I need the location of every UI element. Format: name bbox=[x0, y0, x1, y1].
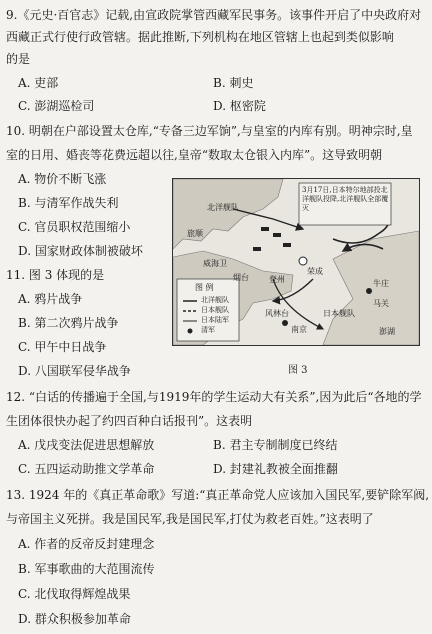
map-label-rongcheng: 荣成 bbox=[307, 267, 323, 276]
legend-item: 北洋舰队 bbox=[201, 296, 229, 304]
q10-stem-line2: 室的日用、婚丧等花费远超以往,皇帝“数取太仓银入内库”。这导致明朝 bbox=[6, 148, 383, 162]
map-label-beiyang: 北洋舰队 bbox=[207, 203, 239, 212]
map-caption: 图 3 bbox=[288, 365, 308, 376]
q9-stem-line1: 9.《元史·百官志》记载,由宣政院掌管西藏军民事务。该事件开启了中央政府对 bbox=[6, 8, 422, 22]
q9-option-a: A. 吏部 bbox=[18, 76, 59, 90]
map-legend-title: 图 例 bbox=[195, 283, 214, 292]
map-label-dengzhou: 登州 bbox=[269, 275, 285, 284]
map-label-lushun: 旅顺 bbox=[187, 229, 203, 238]
q13-option-a: A. 作者的反帝反封建理念 bbox=[18, 537, 155, 551]
q9-option-d: D. 枢密院 bbox=[213, 99, 266, 113]
q10-option-a: A. 物价不断飞涨 bbox=[18, 172, 107, 186]
q13-stem-line2: 与帝国主义死拼。我是国民军,我是国民军,打仗为救老百姓。”这表明了 bbox=[6, 512, 374, 526]
fleet-route-arrow bbox=[233, 209, 303, 229]
map-note-text: 3月17日,日本特尔地部投北洋舰队投降,北洋舰队全部覆灭 bbox=[302, 186, 389, 212]
q9-option-c: C. 澎湖巡检司 bbox=[18, 99, 95, 113]
ship-icon bbox=[273, 233, 281, 237]
map-label-nanjing: 南京 bbox=[291, 325, 307, 334]
map-label-maguan: 马关 bbox=[373, 299, 389, 308]
q11-option-b: B. 第二次鸦片战争 bbox=[18, 316, 119, 330]
ship-icon bbox=[283, 243, 291, 247]
q12-option-b: B. 君主专制制度已终结 bbox=[213, 438, 338, 452]
map-label-penghu: 澎湖 bbox=[379, 327, 395, 336]
city-marker-icon bbox=[282, 320, 288, 326]
q10-option-d: D. 国家财政体制被破坏 bbox=[18, 244, 143, 258]
q11-stem: 11. 图 3 体现的是 bbox=[6, 268, 105, 282]
q13-option-d: D. 群众积极参加革命 bbox=[18, 612, 131, 626]
map-label-niuzhuang: 牛庄 bbox=[373, 279, 389, 288]
q9-stem-line3: 的是 bbox=[6, 52, 31, 66]
legend-item: 日本陆军 bbox=[201, 316, 229, 324]
war-map-figure bbox=[172, 178, 420, 346]
q10-option-b: B. 与清军作战失利 bbox=[18, 196, 119, 210]
q11-option-a: A. 鸦片战争 bbox=[18, 292, 83, 306]
q11-option-d: D. 八国联军侵华战争 bbox=[18, 364, 131, 378]
ship-icon bbox=[261, 227, 269, 231]
q13-option-c: C. 北伐取得辉煌战果 bbox=[18, 587, 131, 601]
q10-option-c: C. 官员职权范围缩小 bbox=[18, 220, 131, 234]
city-marker-icon bbox=[299, 257, 307, 265]
liaodong-peninsula-land bbox=[173, 179, 283, 249]
q10-stem-line1: 10. 明朝在户部设置太仓库,“专备三边军饷”,与皇室的内库有别。明神宗时,皇 bbox=[6, 124, 413, 138]
q12-option-a: A. 戊戌变法促进思想解放 bbox=[18, 438, 155, 452]
ship-icon bbox=[253, 247, 261, 251]
japan-land bbox=[323, 231, 419, 345]
map-label-japan-fleet: 日本舰队 bbox=[323, 309, 355, 318]
map-label-fenglin: 风林台 bbox=[265, 309, 289, 318]
map-label-yantai: 烟台 bbox=[233, 273, 249, 282]
q12-stem-line1: 12. “白话的传播遍于全国,与1919年的学生运动大有关系”,因为此后“各地的学 bbox=[6, 390, 422, 404]
q9-option-b: B. 刺史 bbox=[213, 76, 254, 90]
q11-option-c: C. 甲午中日战争 bbox=[18, 340, 107, 354]
q12-stem-line2: 生团体很快办起了约四百种白话报刊”。这表明 bbox=[6, 414, 253, 428]
city-marker-icon bbox=[366, 288, 372, 294]
map-label-weihaiwei: 威海卫 bbox=[203, 259, 227, 268]
q13-stem-line1: 13. 1924 年的《真正革命歌》写道:“真正革命党人应该加入国民军,要铲除军阀, bbox=[6, 488, 430, 502]
legend-dot-icon bbox=[188, 329, 193, 334]
q9-stem-line2: 西藏正式行使行政管辖。据此推断,下列机构在地区管辖上也起到类似影响 bbox=[6, 30, 394, 44]
q12-option-d: D. 封建礼教被全面推翻 bbox=[213, 462, 338, 476]
legend-item: 日本舰队 bbox=[201, 306, 229, 314]
legend-item: 清军 bbox=[201, 326, 215, 334]
q12-option-c: C. 五四运动助推文学革命 bbox=[18, 462, 155, 476]
q13-option-b: B. 军事歌曲的大范围流传 bbox=[18, 562, 155, 576]
